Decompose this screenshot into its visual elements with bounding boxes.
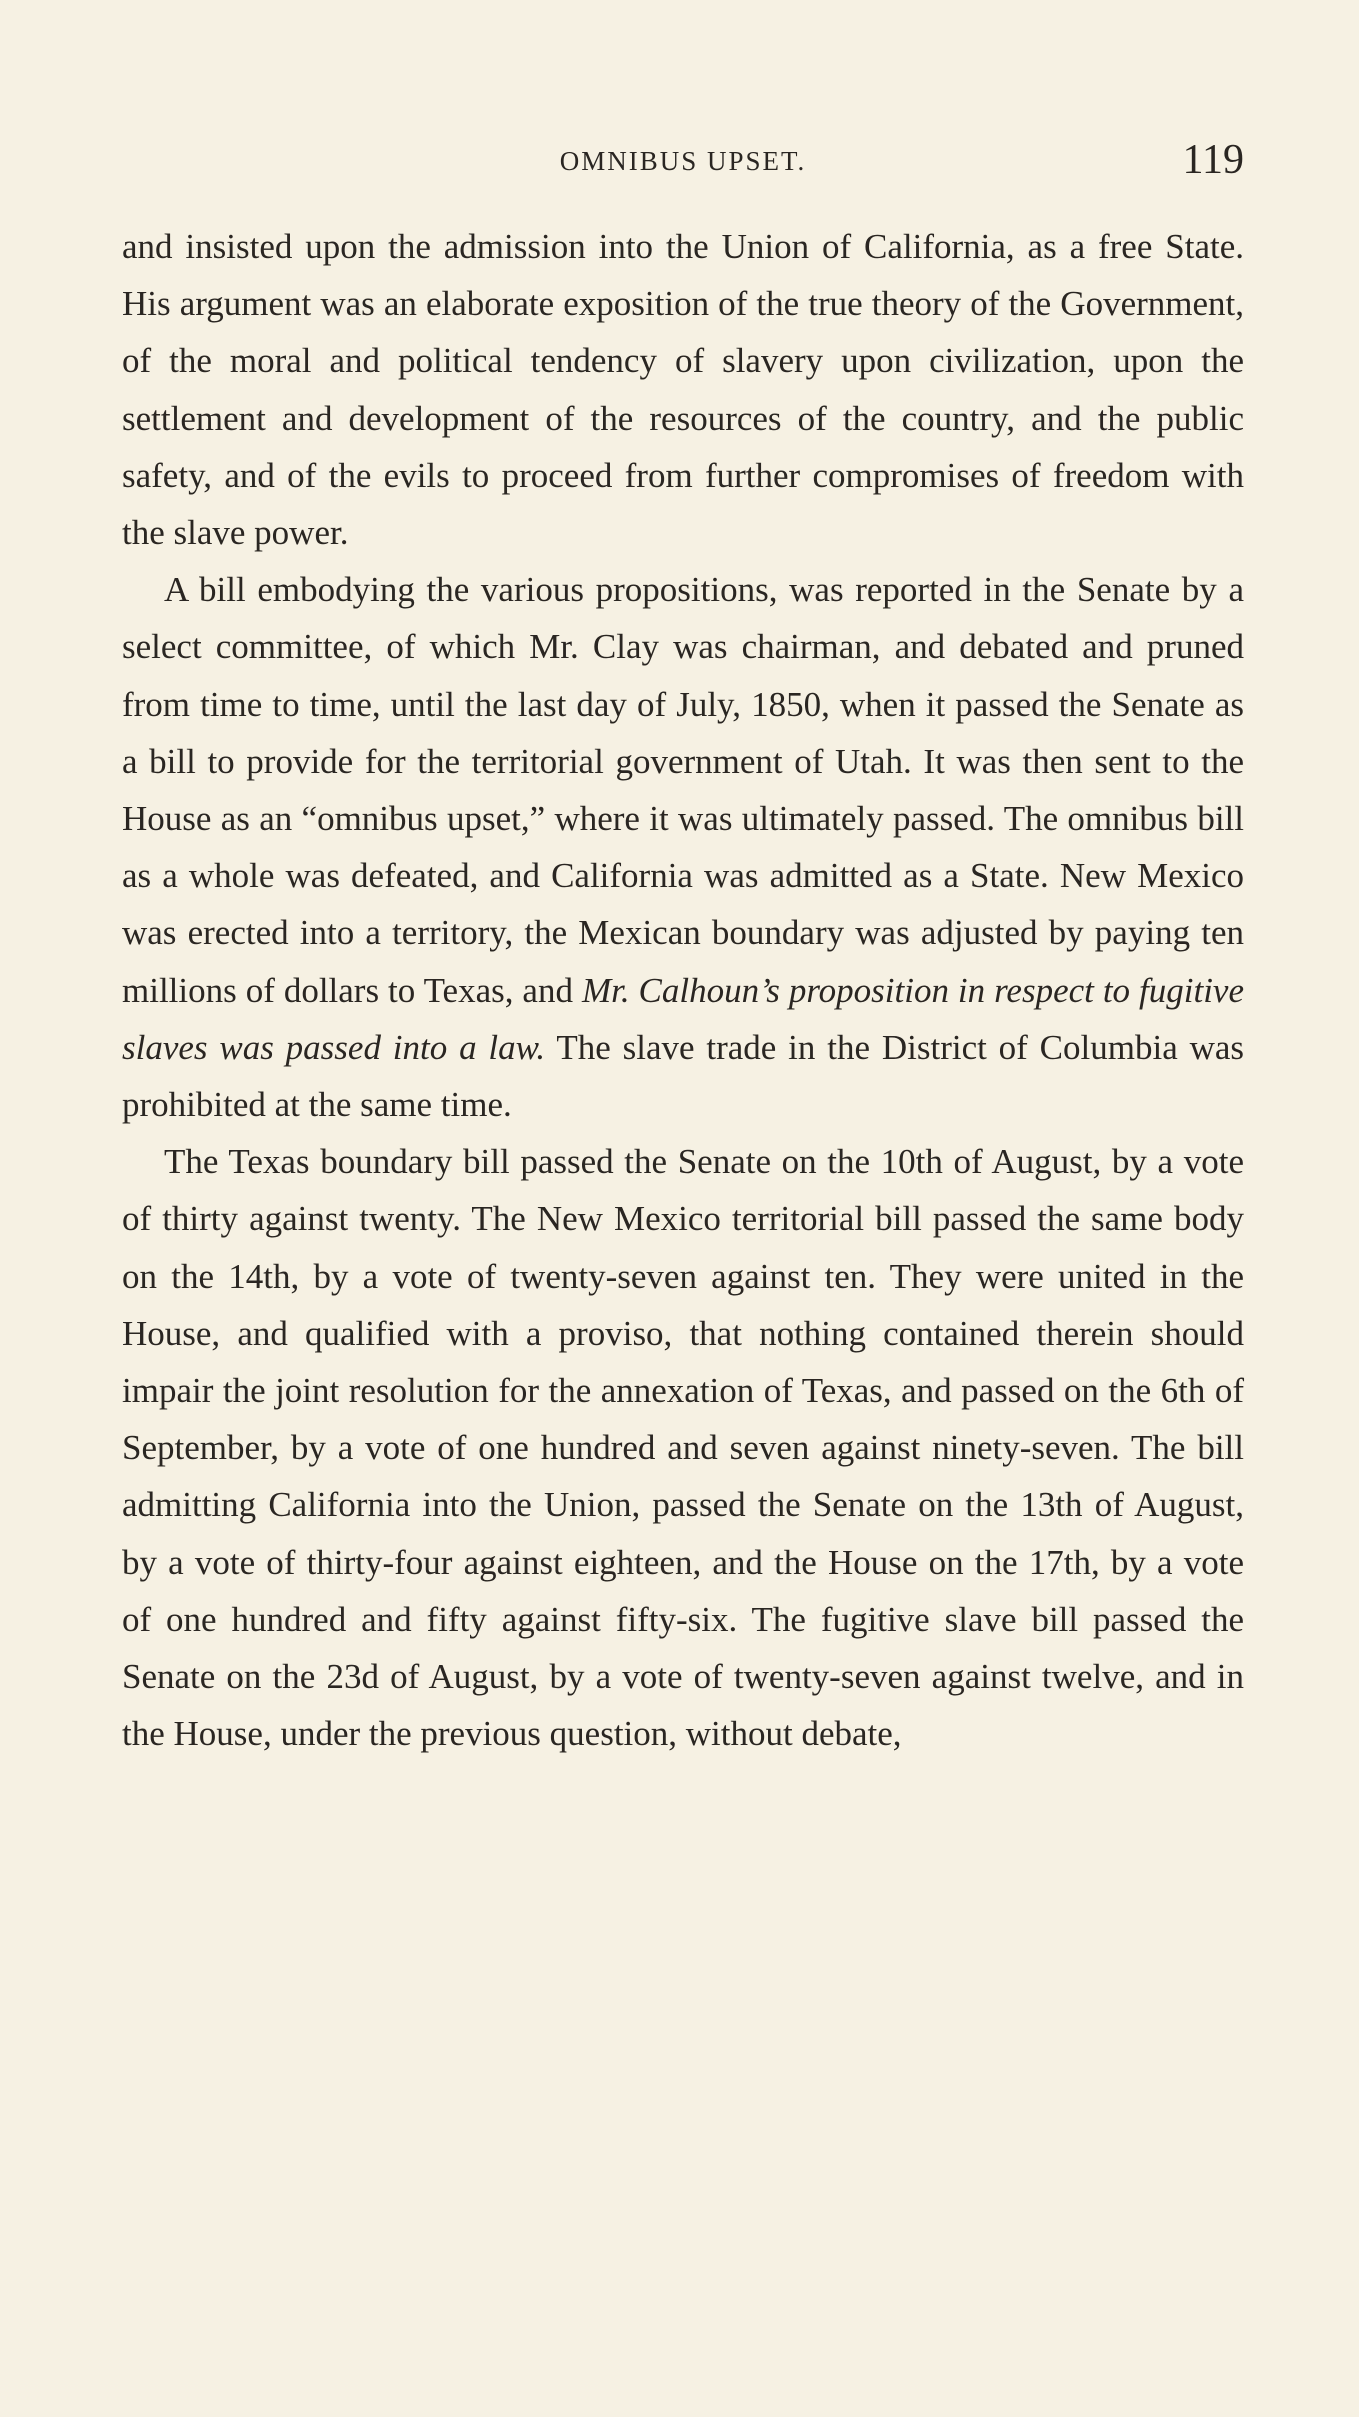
paragraph-2 — [122, 561, 1244, 1133]
paragraph-2-text-after: The slave trade in the District of Columbia was prohibited at the same time. — [122, 1027, 1245, 1125]
page-number: 119 — [1182, 137, 1244, 183]
paragraph-2-italic-text: Mr. Calhoun’s proposition in respect to fugitive slaves was passed into a law. — [122, 970, 1244, 1067]
paragraph-3: The Texas boundary bill passed the Senate on the 10th of August, by a vote of thirty against twenty. The New Mexico territorial bill passed the same body on the 14th, by a vote of twenty-seven against ten. They were united in the House, and qualified with a proviso, that nothing contained therein should impair the joint resolution for the annexation of Texas, and passed on the 6th of September, by a vote of one hundred and seven against ninety-seven. The bill admitting California into the Union, passed the Senate on the 13th of August, by a vote of thirty-four against eighteen, and the House on the 17th, by a vote of one hundred and fifty against fifty-six. The fugitive slave bill passed the Senate on the 23d of August, by a vote of twenty-seven against twelve, and in the House, under the previous question, without debate, — [122, 1142, 1244, 1754]
paragraph-1: and insisted upon the admission into the Union of California, as a free State. His argument was an elaborate exposition of the true theory of the Government, of the moral and political tendency of slavery upon civilization, upon the settlement and development of the resources of the country, and the public safety, and of the evils to proceed from further compromises of freedom with the slave power. — [122, 227, 1244, 553]
body-text — [122, 218, 1244, 1762]
paragraph-2-text-before: A bill embodying the various propositions, was reported in the Senate by a select committee, of which Mr. Clay was chairman, and debated and pruned from time to time, until the last day of July, 1850, when it passed the Senate as a bill to provide for the territorial government of Utah. It was then sent to the House as an “omnibus upset,” where it was ultimately passed. The omnibus bill as a whole was defeated, and California was admitted as a State. New Mexico was erected into a territory, the Mexican boundary was adjusted by paying ten millions of dollars to Texas, and — [122, 570, 1244, 1010]
page-header — [122, 136, 1244, 196]
running-title: OMNIBUS UPSET. — [559, 146, 807, 176]
